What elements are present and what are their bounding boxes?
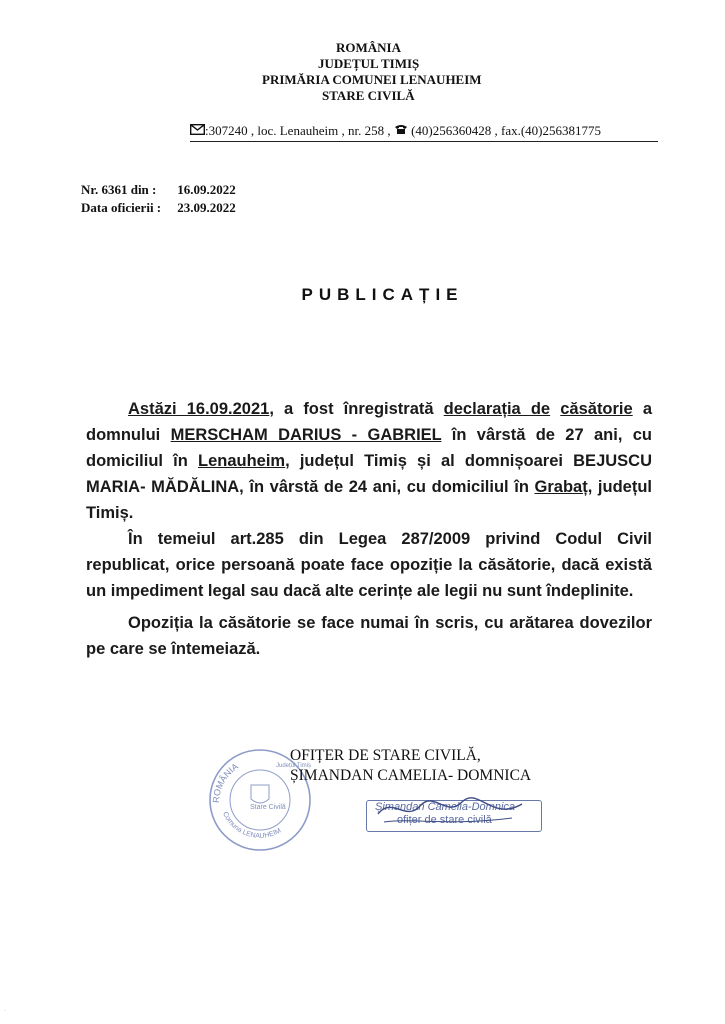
contact-line [190, 123, 601, 139]
coat-of-arms-icon [251, 785, 269, 803]
declaration-date: Astăzi 16.09.2021 [128, 400, 270, 418]
publication-body [86, 396, 652, 662]
seal-center-text: Stare Civilă [250, 804, 286, 811]
registration-number-label: Nr. 6361 din : [81, 182, 157, 197]
ceremony-date: 23.09.2022 [177, 200, 236, 215]
seal-right-text: Județul Timiș [276, 763, 312, 769]
stamp-officer-name: Șimandan Camelia-Domnica [375, 801, 516, 813]
ceremony-date-label: Data oficierii : [81, 200, 162, 215]
scan-mark: · [4, 1008, 6, 1014]
officer-title: OFIȚER DE STARE CIVILĂ, [290, 747, 481, 764]
seal-top-text: ROMÂNIA [210, 761, 240, 804]
bride-city: Grabaț [534, 478, 588, 496]
officer-name: ȘIMANDAN CAMELIA- DOMNICA [290, 767, 532, 784]
registration-meta [81, 181, 236, 217]
registration-date: 16.09.2022 [177, 182, 236, 197]
header-department: STARE CIVILĂ [322, 88, 415, 103]
groom-city: Lenauheim [198, 452, 286, 470]
header-town-hall: PRIMĂRIA COMUNEI LENAUHEIM [262, 72, 482, 87]
svg-text:Comuna LENAUHEIM [221, 811, 282, 840]
address-text: :307240 , loc. Lenauheim , nr. 258 , [205, 123, 394, 138]
envelope-icon [190, 123, 205, 139]
page-title: PUBLICAȚIE [301, 285, 464, 304]
stamp-officer-role: ofițer de stare civilă [397, 814, 492, 826]
declaration-term: declarația de [443, 400, 551, 418]
opposition-paragraph: Opoziția la căsătorie se face numai în scris, cu arătarea dovezilor pe care se întemeiază. [86, 614, 652, 658]
header-country: ROMÂNIA [336, 40, 401, 55]
ceremony-date-row [81, 199, 236, 217]
handwritten-signature [372, 792, 532, 832]
header-divider [190, 141, 658, 142]
phone-icon [394, 123, 408, 139]
legal-basis-paragraph: În temeiul art.285 din Legea 287/2009 privind Codul Civil republicat, orice persoană poate face opoziție la căsătorie, dacă există un impediment legal sau dacă alte cerințe ale legii nu sunt îndeplinite. [86, 530, 652, 600]
groom-name: MERSCHAM DARIUS - GABRIEL [170, 426, 442, 444]
phone-fax-text: (40)256360428 , fax.(40)256381775 [407, 123, 602, 138]
declaration-paragraph: Astăzi 16.09.2021, a fost înregistrată declarația de căsătorie a domnului MERSCHAM DARIUS - GABRIEL în vârstă de 27 ani, cu domiciliul în Lenauheim, județul Timiș și al domnișoarei BEJUSCU MARIA- MĂDĂLINA, în vârstă de 24 ani, cu domiciliul în Grabaț, județul Timiș. [86, 400, 653, 522]
signature-block [290, 746, 531, 786]
registration-number-row [81, 181, 236, 199]
header-county: JUDEȚUL TIMIȘ [318, 56, 420, 71]
seal-bottom-text: Comuna LENAUHEIM [221, 810, 283, 840]
